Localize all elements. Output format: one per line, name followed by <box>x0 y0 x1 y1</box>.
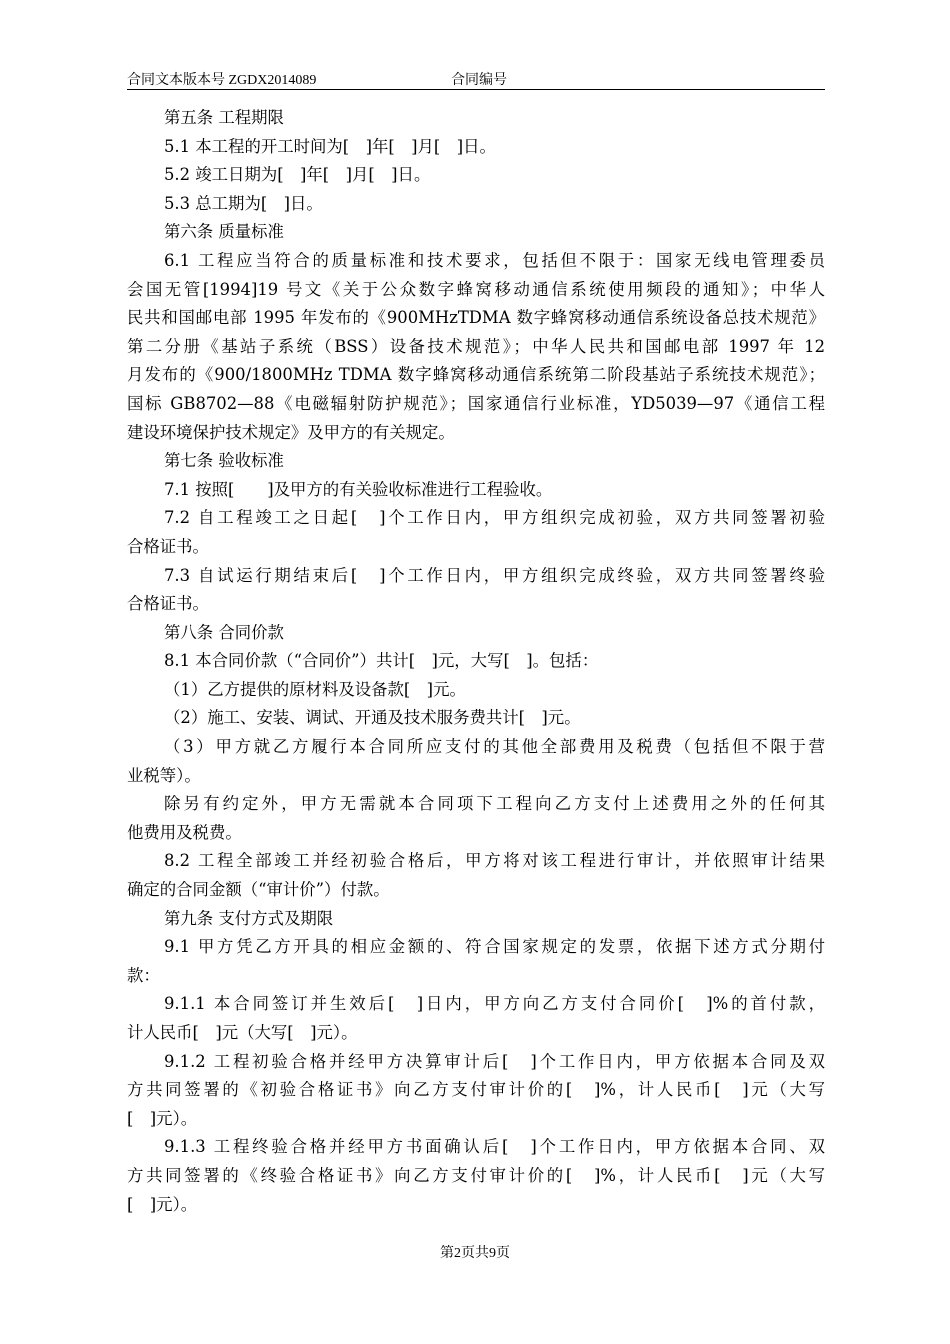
page-footer <box>0 1242 950 1262</box>
contract-number-label: 合同编号 <box>451 73 507 88</box>
contract-version-label: 合同文本版本号 ZGDX2014089 <box>127 73 317 88</box>
page-header <box>127 69 825 90</box>
document-line: 第九条 支付方式及期限 <box>164 908 334 928</box>
document-line: 9.1.1 本合同签订并生效后[ ]日内，甲方向乙方支付合同价[ ]%的首付款， <box>164 994 825 1014</box>
document-line: 确定的合同金额（“审计价”）付款。 <box>127 880 390 900</box>
document-line: 业税等）。 <box>127 765 201 785</box>
document-line: 8.1 本合同价款（“合同价”）共计[ ]元，大写[ ]。包括： <box>164 651 599 671</box>
document-line: 合格证书。 <box>127 536 209 556</box>
document-line: 合格证书。 <box>127 594 209 614</box>
document-line: 方共同签署的《终验合格证书》向乙方支付审计价的[ ]%，计人民币[ ]元（大写 <box>127 1165 825 1185</box>
document-line: 第二分册《基站子系统（BSS）设备技术规范》；中华人民共和国邮电部 1997 年 12 <box>127 336 825 356</box>
document-line: [ ]元）。 <box>127 1194 198 1214</box>
document-line: 计人民币[ ]元（大写[ ]元）。 <box>127 1023 358 1042</box>
document-line: 9.1 甲方凭乙方开具的相应金额的、符合国家规定的发票，依据下述方式分期付 <box>164 937 825 957</box>
document-line: 民共和国邮电部 1995 年发布的《900MHzTDMA 数字蜂窝移动通信系统设备总技术规范》 <box>127 308 825 328</box>
document-line: 9.1.2 工程初验合格并经甲方决算审计后[ ]个工作日内，甲方依据本合同及双 <box>164 1051 825 1071</box>
document-line: 国标 GB8702—88《电磁辐射防护规范》；国家通信行业标准，YD5039—97《通信工程 <box>127 393 825 413</box>
document-line: 6.1 工程应当符合的质量标准和技术要求，包括但不限于：国家无线电管理委员 <box>164 250 825 270</box>
document-line: 方共同签署的《初验合格证书》向乙方支付审计价的[ ]%，计人民币[ ]元（大写 <box>127 1080 825 1100</box>
document-line: 第七条 验收标准 <box>164 451 284 471</box>
document-line: 8.2 工程全部竣工并经初验合格后，甲方将对该工程进行审计，并依照审计结果 <box>164 851 825 871</box>
document-line: 会国无管[1994]19 号文《关于公众数字蜂窝移动通信系统使用频段的通知》；中华人 <box>127 279 825 299</box>
document-line: 除另有约定外，甲方无需就本合同项下工程向乙方支付上述费用之外的任何其 <box>164 794 825 814</box>
document-line: 7.1 按照[ ]及甲方的有关验收标准进行工程验收。 <box>164 479 553 499</box>
document-line: 5.3 总工期为[ ]日。 <box>164 193 323 213</box>
document-line: 第八条 合同价款 <box>164 622 284 642</box>
document-body <box>127 104 825 1219</box>
document-line: 5.2 竣工日期为[ ]年[ ]月[ ]日。 <box>164 165 431 185</box>
document-line: （3）甲方就乙方履行本合同所应支付的其他全部费用及税费（包括但不限于营 <box>164 737 825 757</box>
page-number: 第2页共9页 <box>440 1246 510 1261</box>
document-line: 第六条 质量标准 <box>164 222 284 242</box>
document-line: 他费用及税费。 <box>127 822 242 842</box>
document-line: 7.3 自试运行期结束后[ ]个工作日内，甲方组织完成终验，双方共同签署终验 <box>164 565 825 585</box>
document-line: （2）施工、安装、调试、开通及技术服务费共计[ ]元。 <box>164 708 581 728</box>
document-line: 第五条 工程期限 <box>164 108 284 127</box>
document-line: 建设环境保护技术规定》及甲方的有关规定。 <box>127 422 455 442</box>
document-line: （1）乙方提供的原材料及设备款[ ]元。 <box>164 679 466 699</box>
document-line: 月发布的《900/1800MHz TDMA 数字蜂窝移动通信系统第二阶段基站子系统技术规范》； <box>127 365 825 385</box>
document-line: 9.1.3 工程终验合格并经甲方书面确认后[ ]个工作日内，甲方依据本合同、双 <box>164 1137 825 1157</box>
document-line: 5.1 本工程的开工时间为[ ]年[ ]月[ ]日。 <box>164 136 496 156</box>
document-line: 7.2 自工程竣工之日起[ ]个工作日内，甲方组织完成初验，双方共同签署初验 <box>164 508 825 528</box>
document-line: [ ]元）。 <box>127 1108 198 1128</box>
document-line: 款： <box>127 965 160 985</box>
